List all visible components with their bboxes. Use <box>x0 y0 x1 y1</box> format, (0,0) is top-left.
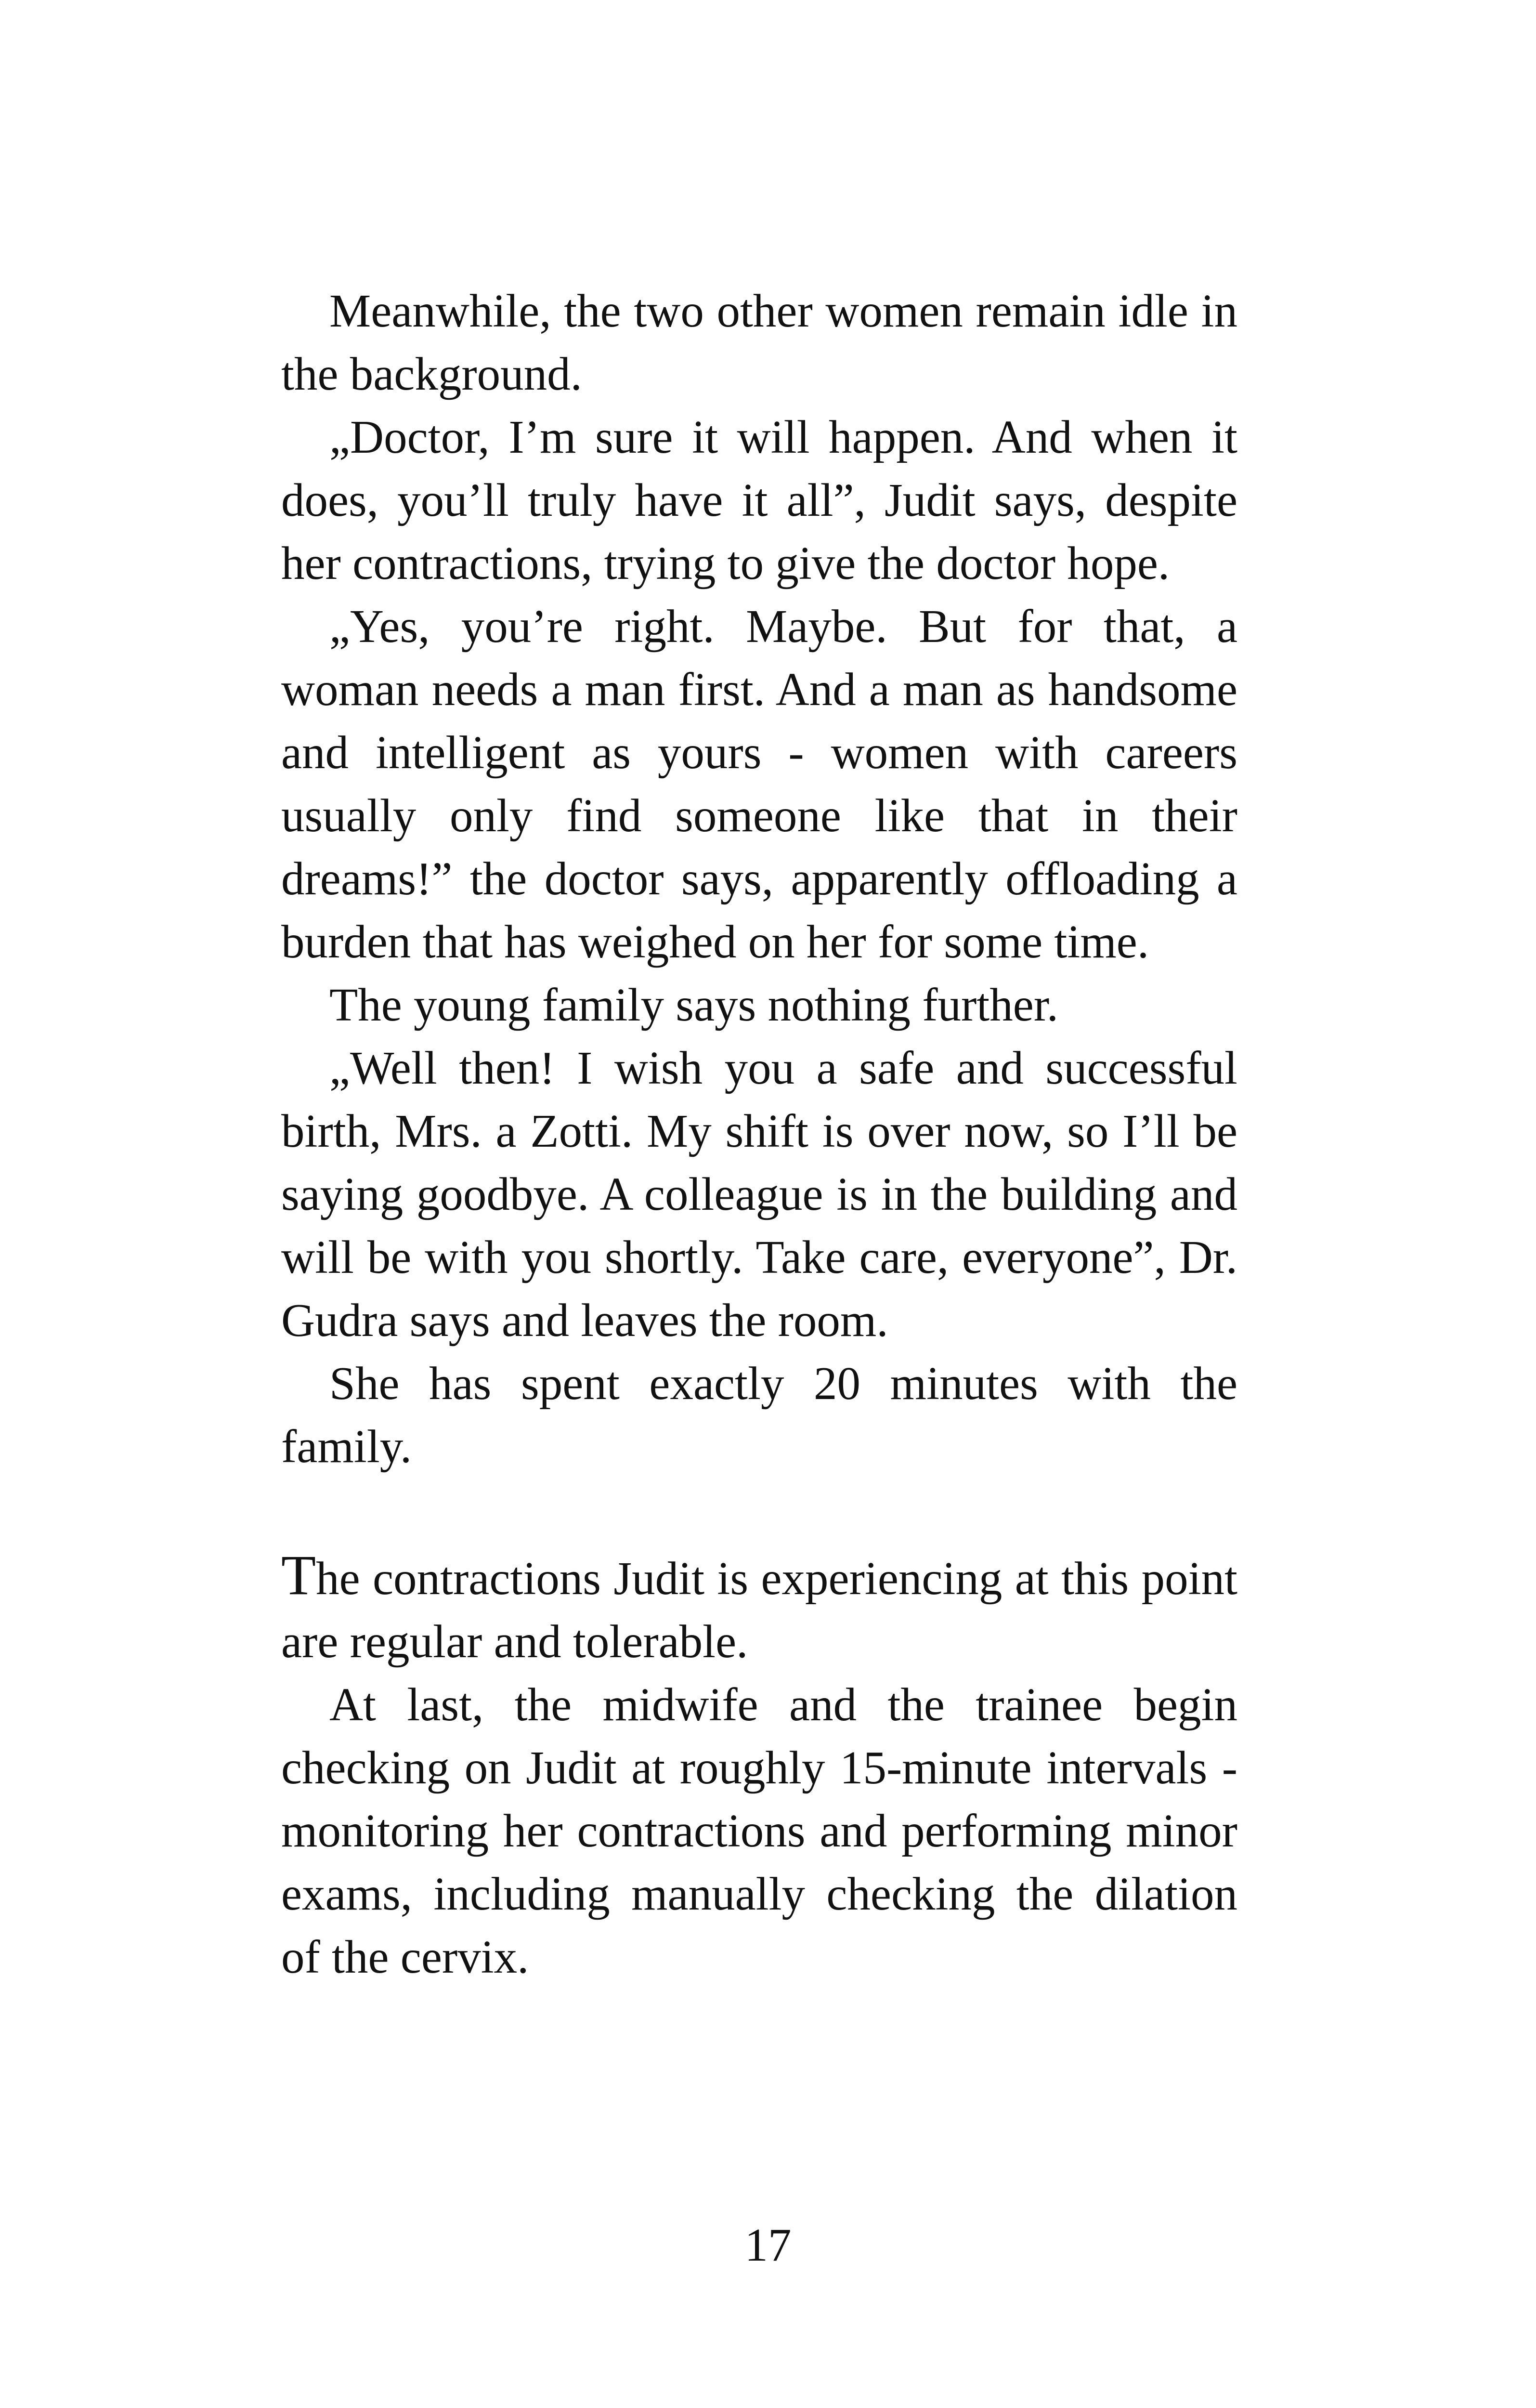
section-initial-letter: T <box>281 1544 316 1607</box>
section-break <box>281 1478 1237 1541</box>
section-opening-text: he contractions Judit is experiencing at this point are regular and tolerable. <box>281 1553 1237 1667</box>
paragraph: At last, the midwife and the trainee begin checking on Judit at roughly 15-minute intervals - monitoring her contractions and performing minor exams, including manually checking the dilation of the cervix. <box>281 1679 1237 1983</box>
section-opening-paragraph <box>281 1544 1237 1673</box>
paragraph: Meanwhile, the two other women remain idle in the background. <box>281 285 1237 400</box>
paragraph: The young family says nothing further. <box>329 979 1059 1031</box>
paragraph: „Well then! I wish you a safe and successful birth, Mrs. a Zotti. My shift is over now, so I’ll be saying goodbye. A colleague is in the building and will be with you shortly. Take care, everyone”, Dr. Gudra says and leaves the room. <box>281 1042 1237 1346</box>
paragraph: „Doctor, I’m sure it will happen. And when it does, you’ll truly have it all”, Judit says, despite her contractions, trying to give the doctor hope. <box>281 411 1237 589</box>
paragraph: She has spent exactly 20 minutes with the family. <box>281 1358 1237 1472</box>
paragraph: „Yes, you’re right. Maybe. But for that, a woman needs a man first. And a man as handsome and intelligent as yours - women with careers usually only find someone like that in their dreams!” the doctor says, apparently offloading a burden that has weighed on her for some time. <box>281 601 1237 968</box>
page-number: 17 <box>744 2219 792 2271</box>
body-text <box>281 279 1237 1989</box>
